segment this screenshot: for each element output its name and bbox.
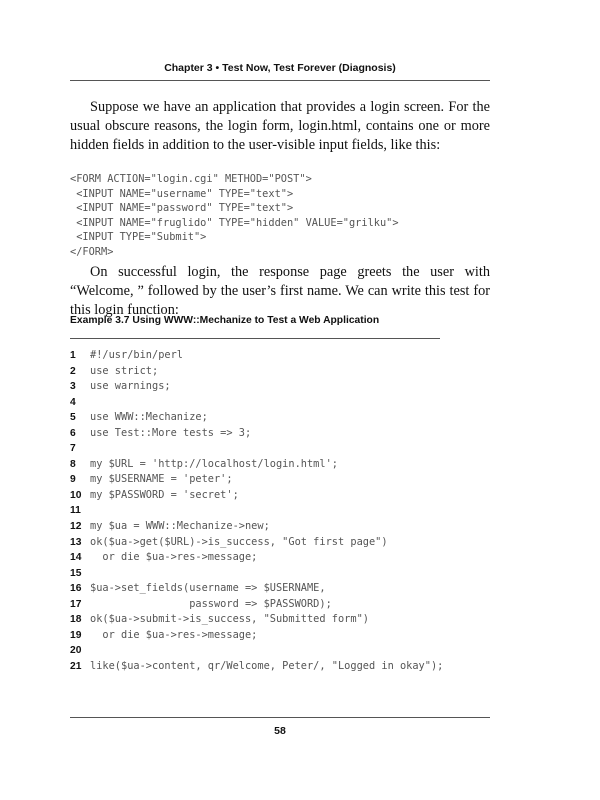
line-number: 1 bbox=[70, 350, 76, 361]
code-line bbox=[70, 426, 443, 442]
line-number: 6 bbox=[70, 427, 76, 439]
code-text: use warnings; bbox=[90, 380, 171, 393]
code-line bbox=[70, 348, 443, 364]
code-text: use strict; bbox=[90, 364, 159, 377]
code-line bbox=[70, 581, 443, 597]
code-text: ok($ua->submit->is_success, "Submitted form") bbox=[90, 613, 369, 626]
line-number: 16 bbox=[70, 583, 82, 595]
html-form-code-block bbox=[70, 172, 399, 260]
example-rule bbox=[70, 338, 440, 339]
second-paragraph bbox=[70, 263, 490, 320]
code-line bbox=[70, 472, 443, 488]
code-line bbox=[70, 628, 443, 644]
code-line bbox=[70, 519, 443, 535]
code-text: ok($ua->get($URL)->is_success, "Got first page") bbox=[90, 535, 388, 548]
code-line bbox=[70, 612, 443, 628]
line-number: 9 bbox=[70, 474, 76, 486]
line-number: 2 bbox=[70, 365, 76, 377]
intro-text: Suppose we have an application that provides a login screen. For the usual obscure reasons, the login form, login.html, contains one or more hidden fields in addition to the user-visible input fields, like this: bbox=[70, 99, 490, 153]
code-text: my $USERNAME = 'peter'; bbox=[90, 473, 233, 486]
line-number: 17 bbox=[70, 598, 82, 610]
code-line bbox=[70, 550, 443, 566]
code-line bbox=[70, 488, 443, 504]
line-number: 5 bbox=[70, 412, 76, 424]
intro-paragraph bbox=[70, 98, 490, 155]
code-line bbox=[70, 457, 443, 473]
line-number: 7 bbox=[70, 443, 76, 455]
footer-rule bbox=[70, 717, 490, 718]
line-number: 11 bbox=[70, 505, 81, 517]
code-text: my $ua = WWW::Mechanize->new; bbox=[90, 520, 270, 533]
html-code-line: <INPUT NAME="password" TYPE="text"> bbox=[70, 202, 294, 215]
code-text: password => $PASSWORD); bbox=[90, 597, 332, 610]
code-line bbox=[70, 441, 443, 457]
code-line bbox=[70, 643, 443, 659]
code-text: like($ua->content, qr/Welcome, Peter/, "Logged in okay"); bbox=[90, 659, 444, 672]
header-rule bbox=[70, 80, 490, 81]
code-text: my $PASSWORD = 'secret'; bbox=[90, 488, 239, 501]
code-text: my $URL = 'http://localhost/login.html'; bbox=[90, 457, 338, 470]
line-number: 18 bbox=[70, 614, 82, 626]
line-number: 12 bbox=[70, 521, 82, 533]
html-code-line: <INPUT NAME="username" TYPE="text"> bbox=[70, 187, 294, 200]
code-line bbox=[70, 597, 443, 613]
code-line bbox=[70, 659, 443, 675]
line-number: 21 bbox=[70, 660, 82, 672]
second-text: On successful login, the response page greets the user with “Welcome, ” followed by the user’s first name. We can write this test for this login function: bbox=[70, 264, 490, 318]
line-number: 15 bbox=[70, 567, 82, 579]
html-code-line: <FORM ACTION="login.cgi" METHOD="POST"> bbox=[70, 173, 312, 185]
line-number: 3 bbox=[70, 381, 76, 393]
line-number: 10 bbox=[70, 489, 82, 501]
code-text: #!/usr/bin/perl bbox=[90, 349, 183, 361]
code-line bbox=[70, 535, 443, 551]
line-number: 14 bbox=[70, 552, 82, 564]
line-number: 20 bbox=[70, 645, 82, 657]
code-line bbox=[70, 395, 443, 411]
line-number: 8 bbox=[70, 458, 76, 470]
code-text: $ua->set_fields(username => $USERNAME, bbox=[90, 582, 326, 595]
running-header: Chapter 3 • Test Now, Test Forever (Diagnosis) bbox=[164, 62, 396, 74]
code-line bbox=[70, 410, 443, 426]
html-code-line: <INPUT NAME="fruglido" TYPE="hidden" VALUE="grilku"> bbox=[70, 216, 399, 229]
line-number: 13 bbox=[70, 536, 82, 548]
page-number: 58 bbox=[274, 725, 286, 737]
example-title: Example 3.7 Using WWW::Mechanize to Test a Web Application bbox=[70, 315, 380, 326]
html-code-line: </FORM> bbox=[70, 245, 114, 258]
code-text: use Test::More tests => 3; bbox=[90, 426, 252, 439]
code-line bbox=[70, 364, 443, 380]
code-line bbox=[70, 379, 443, 395]
code-line bbox=[70, 503, 443, 519]
code-line bbox=[70, 566, 443, 582]
perl-code-listing bbox=[70, 348, 443, 674]
line-number: 19 bbox=[70, 629, 82, 641]
code-text: or die $ua->res->message; bbox=[90, 628, 258, 641]
code-text: or die $ua->res->message; bbox=[90, 551, 258, 564]
html-code-line: <INPUT TYPE="Submit"> bbox=[70, 231, 207, 244]
code-text: use WWW::Mechanize; bbox=[90, 411, 208, 424]
line-number: 4 bbox=[70, 396, 76, 408]
